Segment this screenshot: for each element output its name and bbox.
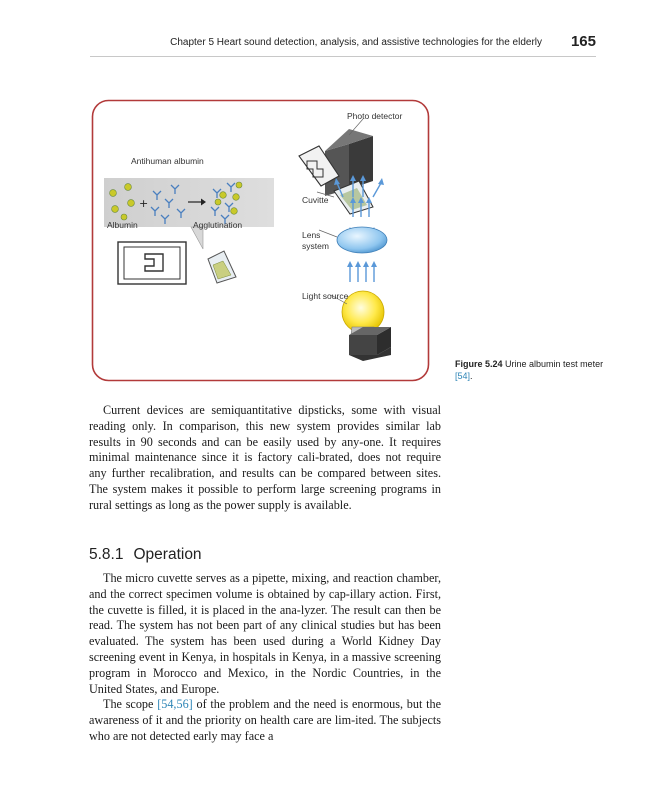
label-antihuman-albumin: Antihuman albumin xyxy=(131,156,204,166)
label-agglutination: Agglutination xyxy=(193,220,243,230)
label-albumin: Albumin xyxy=(107,220,138,230)
label-photo-detector: Photo detector xyxy=(347,111,403,121)
light-base xyxy=(349,327,391,361)
label-lens-line2: system xyxy=(302,241,329,251)
page-number: 165 xyxy=(570,33,596,50)
label-light-source: Light source xyxy=(302,291,349,301)
section-body xyxy=(89,571,441,745)
analyzer-device xyxy=(118,242,186,284)
running-head: Chapter 5 Heart sound detection, analysis, and assistive technologies for the elderly xyxy=(170,37,542,48)
page-header xyxy=(90,34,596,57)
label-lens-line1: Lens xyxy=(302,230,321,240)
paragraph-3-reference-link[interactable]: [54,56] xyxy=(157,697,193,712)
caption-text: Urine albumin test meter xyxy=(502,359,604,369)
cuvette-small xyxy=(208,251,236,283)
label-cuvette: Cuvitte xyxy=(302,195,329,205)
paragraph-1 xyxy=(89,403,441,514)
section-title: Operation xyxy=(133,546,202,563)
caption-reference-link[interactable]: [54] xyxy=(455,371,471,381)
section-heading xyxy=(89,546,202,564)
caption-end: . xyxy=(470,371,473,381)
figure-urine-albumin-meter xyxy=(91,99,430,382)
svg-text:+: + xyxy=(139,197,149,210)
lens xyxy=(337,227,387,253)
paragraph-2-text: The micro cuvette serves as a pipette, mixing, and reaction chamber, and the correct specimen volume is obtained by cap-illary action. First, the cuvette is filled, it is placed in the ana-lyzer. The result can then be read. The system has not been part of any clinical studies but has been evaluated. The system has been used during a World Kidney Day screening event in Kenya, in hospitals in Kenya, in a massive screening program in Morocco and Mexico, in the Nordic Countries, in the United States, and Europe. xyxy=(89,571,441,696)
figure-illustration xyxy=(91,99,430,382)
paragraph-1-text: Current devices are semiquantitative dipsticks, some with visual reading only. In comparison, this new system provides similar lab results in 90 seconds and can be easily used by any-one. It requires minimal maintenance since it is factory cali-brated, does not require any further recalibration, and results can be compared between sites. The system makes it possible to perform large screening programs in rural settings as long as the power supply is available. xyxy=(89,403,441,512)
paragraph-3 xyxy=(89,697,441,744)
caption-number: Figure 5.24 xyxy=(455,359,503,369)
figure-caption xyxy=(455,358,605,382)
paragraph-3-rest: of the problem and the need is enormous, but the awareness of it and the priority on health care are lim-ited. The subjects who are not detected early may face a xyxy=(89,697,441,743)
section-number: 5.8.1 xyxy=(89,546,124,563)
paragraph-3-start: The scope xyxy=(103,697,158,712)
